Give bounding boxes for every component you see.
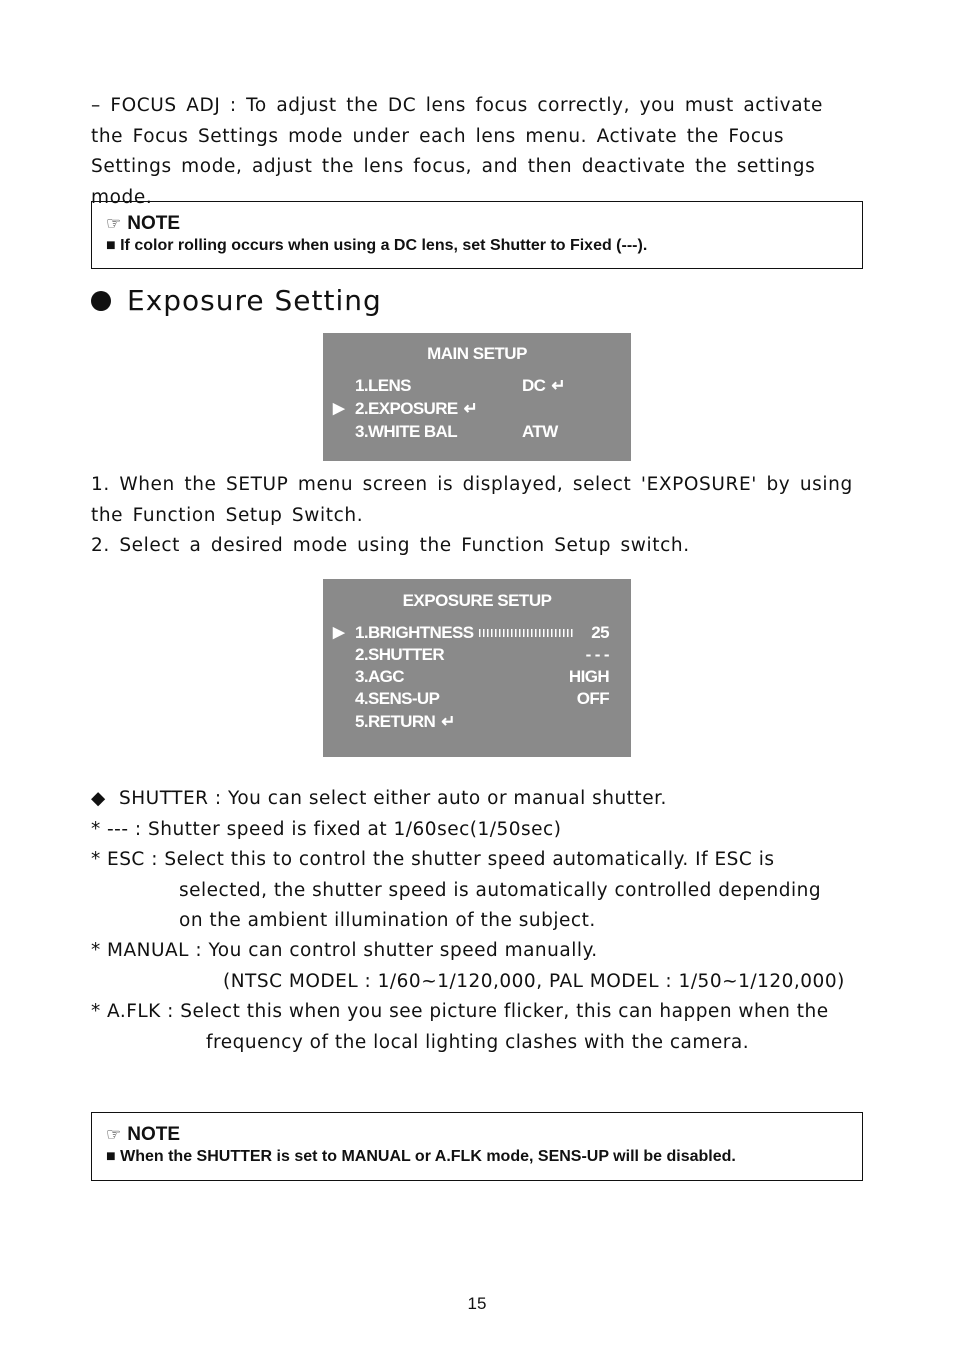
shutter-option-text: A.FLK : Select this when you see picture flicker, this can happen when the: [107, 1001, 829, 1022]
shutter-option-text: frequency of the local lighting clashes with the camera.: [206, 1032, 750, 1053]
brightness-level-bar: [479, 629, 575, 637]
asterisk-bullet-icon: *: [91, 1001, 101, 1022]
exposure-setup-osd: [323, 579, 631, 757]
shutter-option-line: [91, 967, 845, 998]
note-text: ■ When the SHUTTER is set to MANUAL or A.FLK mode, SENS-UP will be disabled.: [106, 1148, 736, 1165]
osd-item-label: 2.SHUTTER: [355, 645, 445, 664]
osd-menu-item: [333, 644, 609, 666]
step-2: 2. Select a desired mode using the Function Setup switch.: [91, 535, 690, 556]
shutter-option-line: [91, 876, 821, 907]
selection-cursor-icon: ▶: [333, 400, 344, 417]
osd-item-value: ATW: [522, 422, 558, 441]
osd-item-value: HIGH: [568, 667, 609, 686]
focus-adj-text: – FOCUS ADJ : To adjust the DC lens focus correctly, you must activate the Focus Settings mode under each lens menu. Activate the Focus Settings mode, adjust the lens focus, and then deactivate the settings mode.: [91, 95, 823, 208]
shutter-option-line: [91, 936, 598, 967]
enter-arrow-icon: ↵: [441, 712, 455, 731]
osd-item-label: 3.WHITE BAL: [355, 422, 458, 441]
note-title: NOTE: [127, 1124, 181, 1145]
step-1: 1. When the SETUP menu screen is displayed, select 'EXPOSURE' by using the Function Setup Switch.: [91, 474, 853, 526]
asterisk-bullet-icon: *: [91, 940, 101, 961]
osd-menu-item: [333, 421, 609, 443]
osd-item-value: OFF: [576, 689, 609, 708]
osd-item-label: 4.SENS-UP: [355, 689, 440, 708]
shutter-option-line: [91, 906, 596, 937]
bullet-dot-icon: [91, 291, 111, 311]
selection-cursor-icon: ▶: [333, 624, 344, 641]
shutter-option-line: [91, 1028, 749, 1059]
osd-item-label: 5.RETURN ↵: [355, 712, 455, 731]
osd-item-value: DC ↵: [522, 376, 566, 395]
shutter-option-text: --- : Shutter speed is fixed at 1/60sec(1/50sec): [107, 819, 562, 840]
note-box-color-rolling: [91, 201, 863, 269]
osd-menu-item: [333, 666, 609, 688]
note-heading: [106, 1124, 862, 1146]
shutter-option-text: on the ambient illumination of the subject.: [179, 910, 596, 931]
steps-paragraph: [91, 470, 863, 562]
page-number: 15: [467, 1294, 487, 1313]
osd-menu-item: [333, 688, 609, 710]
osd-title: MAIN SETUP: [427, 344, 527, 363]
osd-menu-item: [333, 375, 609, 397]
shutter-heading-text: SHUTTER : You can select either auto or manual shutter.: [119, 788, 667, 809]
section-title: [91, 284, 382, 317]
shutter-option-line: [91, 815, 561, 846]
note-heading: [106, 213, 862, 235]
shutter-option-text: MANUAL : You can control shutter speed manually.: [107, 940, 598, 961]
shutter-option-line: [91, 845, 774, 876]
note-text: ■ If color rolling occurs when using a DC lens, set Shutter to Fixed (---).: [106, 237, 648, 254]
osd-item-value: 25: [591, 623, 609, 642]
section-title-text: Exposure Setting: [127, 284, 382, 317]
osd-title: EXPOSURE SETUP: [402, 591, 552, 610]
diamond-bullet-icon: ◆: [91, 788, 106, 809]
osd-item-label: 3.AGC: [355, 667, 404, 686]
shutter-option-text: ESC : Select this to control the shutter speed automatically. If ESC is: [107, 849, 775, 870]
osd-item-label: 2.EXPOSURE ↵: [355, 399, 478, 418]
osd-item-value: - - -: [585, 645, 609, 664]
enter-arrow-icon: ↵: [551, 376, 566, 395]
pointing-hand-icon: ☞: [106, 214, 122, 233]
enter-arrow-icon: ↵: [463, 399, 478, 418]
focus-adj-paragraph: [91, 91, 863, 213]
osd-menu-item: [333, 622, 609, 644]
osd-item-label: 1.BRIGHTNESS: [355, 623, 474, 642]
shutter-option-text: selected, the shutter speed is automatically controlled depending: [179, 880, 822, 901]
asterisk-bullet-icon: *: [91, 849, 101, 870]
main-setup-osd: [323, 333, 631, 461]
osd-item-label: 1.LENS: [355, 376, 411, 395]
shutter-option-text: (NTSC MODEL : 1/60~1/120,000, PAL MODEL : 1/50~1/120,000): [223, 971, 845, 992]
pointing-hand-icon: ☞: [106, 1125, 122, 1144]
osd-menu-item: [333, 711, 609, 733]
note-box-sens-up: [91, 1112, 863, 1181]
asterisk-bullet-icon: *: [91, 819, 101, 840]
shutter-option-line: [91, 997, 829, 1028]
note-title: NOTE: [127, 213, 181, 234]
shutter-heading: [91, 784, 667, 815]
osd-menu-item: [333, 398, 609, 420]
